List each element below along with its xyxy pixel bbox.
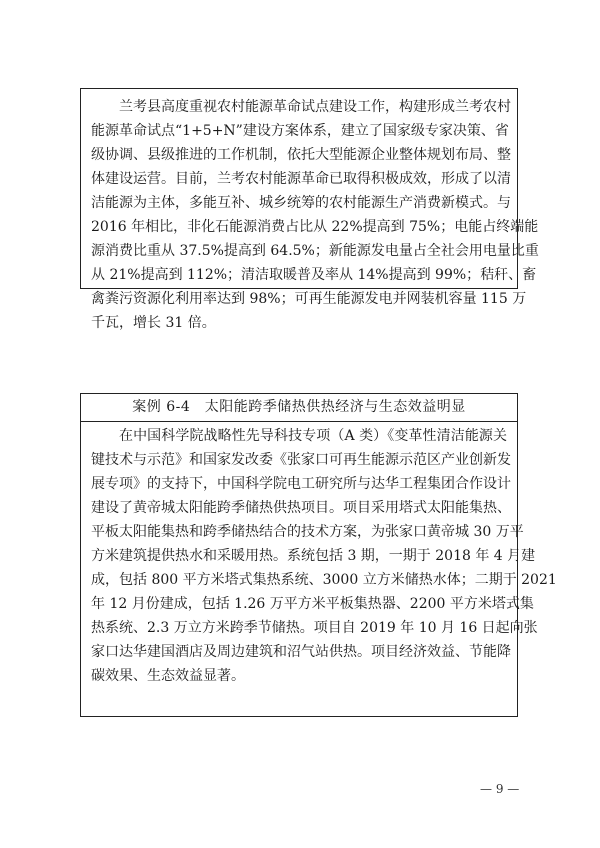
text-line: 方米建筑提供热水和采暖用热。系统包括 3 期，一期于 2018 年 4 月建 [91, 548, 536, 564]
case-6-4-paragraph [91, 424, 557, 688]
text-line: 从 21%提高到 112%；清洁取暖普及率从 14%提高到 99%；秸秆、畜 [91, 267, 537, 283]
text-line: 热系统、2.3 万立方米跨季节储热。项目自 2019 年 10 月 16 日起向张 [91, 620, 538, 636]
text-line: 千瓦，增长 31 倍。 [91, 315, 216, 331]
text-line: 级协调、县级推进的工作机制，依托大型能源企业整体规划布局、整 [91, 147, 511, 163]
text-line: 体建设运营。目前，兰考农村能源革命已取得积极成效，形成了以清 [91, 171, 511, 187]
case-lankao-paragraph [91, 95, 539, 335]
text-line: 键技术与示范》和国家发改委《张家口可再生能源示范区产业创新发 [91, 452, 511, 468]
case-lankao-box [80, 88, 539, 331]
text-line: 能源革命试点“1+5+N”建设方案体系，建立了国家级专家决策、省 [91, 123, 509, 139]
text-line: 成，包括 800 平方米塔式集热系统、3000 立方米储热水体；二期于 2021 [91, 572, 557, 588]
text-line: 家口达华建国酒店及周边建筑和沼气站供热。项目经济效益、节能降 [91, 644, 511, 660]
case-body [81, 422, 557, 688]
text-line: 兰考县高度重视农村能源革命试点建设工作，构建形成兰考农村 [119, 99, 511, 115]
text-line: 源消费比重从 37.5%提高到 64.5%；新能源发电量占全社会用电量比重 [91, 243, 539, 259]
text-line: 平板太阳能集热和跨季储热结合的技术方案，为张家口黄帝城 30 万平 [91, 524, 524, 540]
text-line: 在中国科学院战略性先导科技专项（A 类）《变革性清洁能源关 [119, 428, 507, 444]
case-title: 案例 6-4 太阳能跨季储热供热经济与生态效益明显 [81, 394, 517, 422]
text-line: 展专项》的支持下，中国科学院电工研究所与达华工程集团合作设计 [91, 476, 511, 492]
text-line: 年 12 月份建成，包括 1.26 万平方米平板集热器、2200 平方米塔式集 [91, 596, 534, 612]
text-line: 建设了黄帝城太阳能跨季储热供热项目。项目采用塔式太阳能集热、 [91, 500, 511, 516]
text-line: 洁能源为主体，多能互补、城乡统筹的农村能源生产消费新模式。与 [91, 195, 511, 211]
text-line: 碳效果、生态效益显著。 [91, 668, 245, 684]
text-line: 禽粪污资源化利用率达到 98%；可再生能源发电并网装机容量 115 万 [91, 291, 527, 307]
text-line: 2016 年相比，非化石能源消费占比从 22%提高到 75%；电能占终端能 [91, 219, 539, 235]
case-6-4-box [80, 393, 557, 717]
page-number: — 9 — [480, 782, 520, 796]
